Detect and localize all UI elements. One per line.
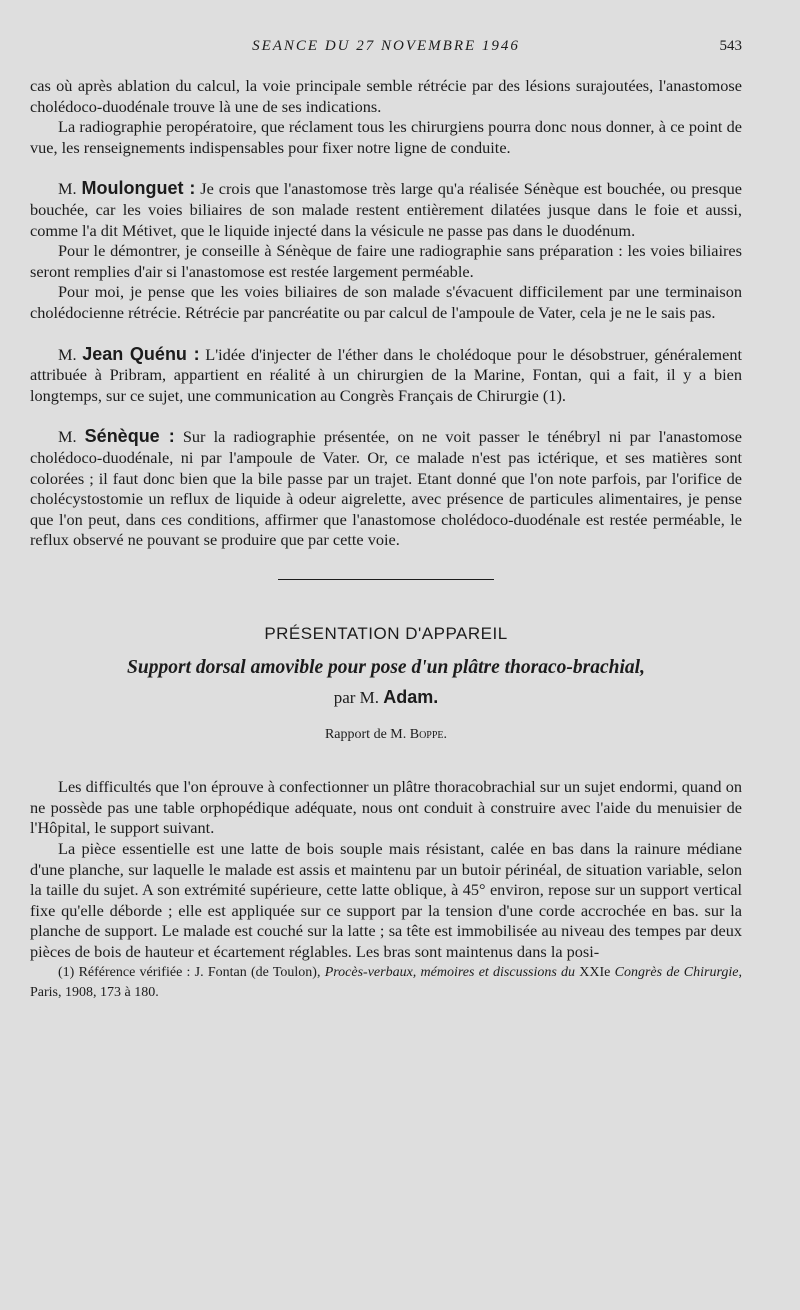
speaker-prefix: M. <box>58 344 83 364</box>
report-name: Boppe. <box>409 726 448 742</box>
footnote-pages: , Paris, 1908, 173 à 180. <box>30 964 742 1000</box>
paragraph-difficultes: Les difficultés que l'on éprouve à confectionner un plâtre thoracobrachial sur un sujet endormi, quand on ne possède pas une table orphopédique adéquate, nous ont conduit à construire avec l'aide du menuisier de l'Hôpital, le support suivant. <box>30 777 742 838</box>
intervention-text: L'idée d'injecter de l'éther dans le cholédoque pour le désobstruer, généralement attribuée à Pribram, appartient en réalité à un chirurgien de la Marine, Fontan, qui a fait, il y a bien longtemps, sur ce sujet, une communication au Congrès Français de Chirurgie (1). <box>30 344 742 405</box>
footnote-ref: (1) Référence vérifiée : J. Fontan (de Toulon), <box>58 964 325 980</box>
intervention-moulonguet <box>30 178 742 241</box>
report-prefix: Rapport de M. <box>324 726 410 742</box>
footnote-congress-number: XXIe <box>575 964 615 980</box>
speaker-prefix: M. <box>58 179 82 199</box>
byline-author: Adam. <box>383 687 439 708</box>
paragraph-continuation: cas où après ablation du calcul, la voie principale semble rétrécie par des lésions surajoutées, l'anastomose cholédoco-duodénale trouve là une de ses indications. <box>30 76 742 116</box>
report-line <box>30 725 742 746</box>
article-title: Support dorsal amovible pour pose d'un plâtre thoraco-brachial, <box>127 657 645 679</box>
section-heading: PRÉSENTATION D'APPAREIL <box>264 623 508 643</box>
paragraph-piece-essentielle: La pièce essentielle est une latte de bois souple mais résistant, calée en bas dans la rainure médiane d'une planche, sur laquelle le malade est assis et maintenu par un butoir périnéal, de situation variable, selon la taille du sujet. A son extrémité supérieure, cette latte oblique, à 45° environ, repose sur un support vertical fixe qu'elle déborde ; elle est appliquée sur ce support par la tension d'une corde accrochée en bas. sur la planche de support. Le malade est couché sur la latte ; sa tête est immobilisée au niveau des tempes par deux pièces de bois de hauteur et écartement réglables. Les bras sont maintenus dans la posi- <box>30 839 742 961</box>
section-divider <box>278 579 494 580</box>
speaker-seneque: Sénèque : <box>84 426 175 447</box>
paragraph-demontrer: Pour le démontrer, je conseille à Sénèque de faire une radiographie sans préparation : les voies biliaires seront remplies d'air si l'anastomose est restée largement perméable. <box>30 241 742 281</box>
paragraph-radiographie: La radiographie peropératoire, que réclament tous les chirurgiens pourra donc nous donner, à ce point de vue, les renseignements indispensables pour fixer notre ligne de conduite. <box>30 117 742 157</box>
intervention-text: Je crois que l'anastomose très large qu'a réalisée Sénèque est bouchée, ou presque bouchée, car les voies biliaires de son malade restent entièrement dilatées jusque dans le foie et aussi, comme l'a dit Métivet, que le liquide injecté dans la vésicule ne passe pas dans le duodénum. <box>30 179 743 240</box>
page-number: 543 <box>719 38 742 54</box>
intervention-text: Sur la radiographie présentée, on ne voit passer le ténébryl ni par l'anastomose cholédoco-duodénale, ni par l'ampoule de Vater. Or, ce malade n'est pas ictérique, et ses matières sont colorées ; il faut donc bien que la bile passe par un trajet. Etant donné que l'on note parfois, par l'orifice de cholécystostomie un reflux de liquide à odeur aigrelette, avec présence de particules alimentaires, je pense que l'on peut, dans ces conditions, affirmer que l'anastomose cholédoco-duodénale est restée perméable, le reflux observé ne pouvant se produire que par cette voie. <box>30 427 742 550</box>
paragraph-pour-moi: Pour moi, je pense que les voies biliaires de son malade s'évacuent difficilement par une terminaison cholédocienne rétrécie. Rétrécie par pancréatite ou par calcul de l'ampoule de Vater, cela je ne le sais pas. <box>30 282 742 322</box>
byline <box>30 687 742 709</box>
footnote-title: Procès-verbaux, mémoires et discussions du <box>324 964 576 980</box>
page-body <box>30 76 742 1003</box>
intervention-quenu <box>30 344 742 407</box>
footnote-congress: Congrès de Chirurgie <box>614 964 739 980</box>
speaker-quenu: Jean Quénu : <box>82 343 200 364</box>
speaker-moulonguet: Moulonguet : <box>81 178 196 199</box>
speaker-prefix: M. <box>58 427 85 447</box>
running-title: SEANCE DU 27 NOVEMBRE 1946 <box>252 38 520 54</box>
intervention-seneque <box>30 426 742 551</box>
footnote <box>30 963 742 1003</box>
page-header <box>30 38 742 58</box>
byline-prefix: par M. <box>333 688 384 708</box>
